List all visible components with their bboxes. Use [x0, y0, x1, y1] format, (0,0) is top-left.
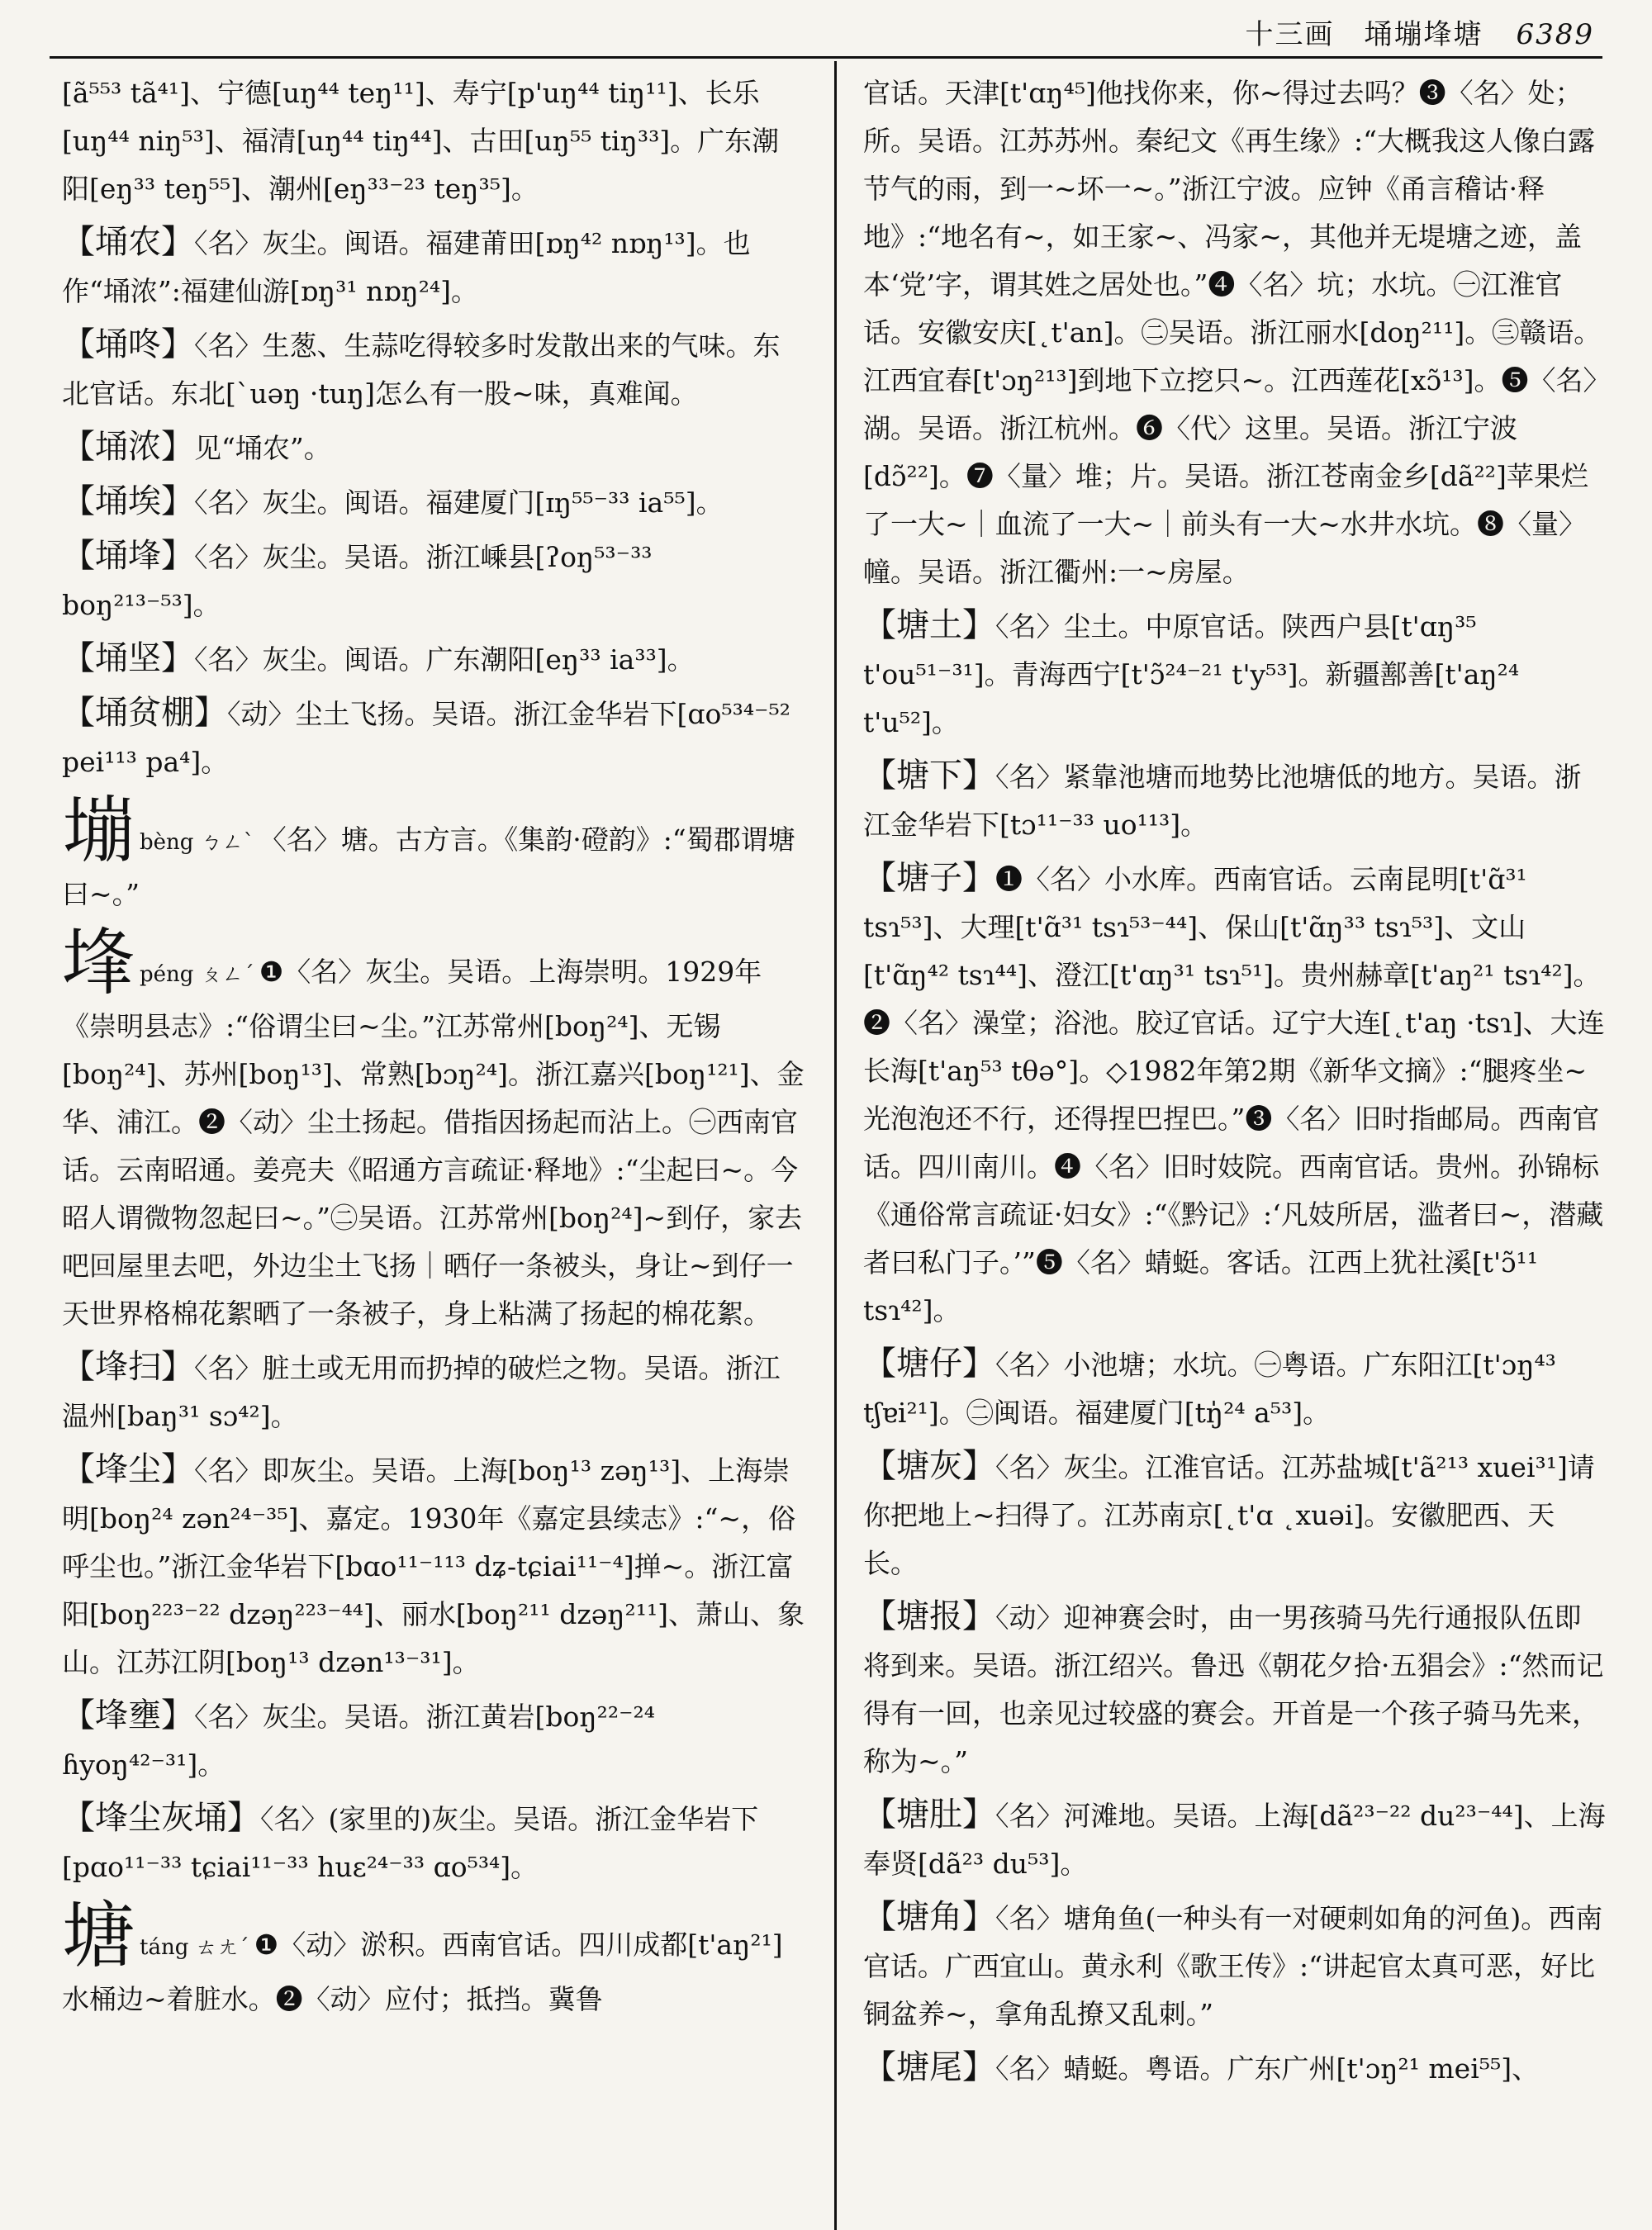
entry-pinyin: bèng ㄅㄥˋ — [140, 830, 254, 855]
entry-headword: 埄 — [62, 920, 135, 1005]
dictionary-entry — [62, 477, 805, 527]
dictionary-entry — [62, 1445, 805, 1687]
dictionary-entry — [62, 1691, 805, 1789]
entry-body: 〈名〉灰尘。闽语。福建莆田[ɒŋ⁴² nɒŋ¹³]。也作“埇浓”:福建仙游[ɒŋ³¹ nɒŋ²⁴]。 — [62, 227, 751, 307]
right-column — [863, 69, 1607, 2217]
entry-headword: 【埇坚】 — [62, 639, 194, 677]
entry-headword: 塴 — [62, 788, 135, 873]
entry-headword: 【塘报】 — [863, 1597, 995, 1635]
entry-body: 〈名〉小池塘；水坑。㊀粤语。广东阳江[t'ɔŋ⁴³ tʃɐi²¹]。㊁闽语。福建厦门[tŋ̍²⁴ a⁵³]。 — [863, 1349, 1556, 1429]
dictionary-entry — [62, 320, 805, 418]
dictionary-entry — [62, 423, 805, 472]
entry-body: 〈名〉即灰尘。吴语。上海[boŋ¹³ zəŋ¹³]、上海崇明[boŋ²⁴ zən²⁴⁻³⁵]、嘉定。1930年《嘉定县续志》:“~，俗呼尘也。”浙江金华岩下[bɑo¹¹⁻¹¹³ dʑ-tɕiai¹¹⁻⁴]掸~。浙江富阳[boŋ²²³⁻²² dzəŋ²²³⁻⁴⁴]、丽水[boŋ²¹¹ dzəŋ²¹¹]、萧山、象山。江苏江阴[boŋ¹³ dzən¹³⁻³¹]。 — [62, 1454, 805, 1678]
entry-body: 〈名〉紧靠池塘而地势比池塘低的地方。吴语。浙江金华岩下[tɔ¹¹⁻³³ uo¹¹³]。 — [863, 761, 1582, 841]
dictionary-entry — [863, 1592, 1607, 1786]
entry-body: 〈名〉灰尘。江淮官话。江苏盐城[t'ã²¹³ xuei³¹]请你把地上~扫得了。江苏南京[˛t'ɑ ˛xuəi]。安徽肥西、天长。 — [863, 1451, 1595, 1579]
dictionary-entry — [62, 1343, 805, 1440]
entry-headword: 【埄扫】 — [62, 1348, 194, 1386]
entry-headword: 【埄壅】 — [62, 1696, 194, 1734]
header-text — [1245, 12, 1594, 52]
entry-body: 〈名〉尘土。中原官话。陕西户县[t'ɑŋ³⁵ t'ou⁵¹⁻³¹]。青海西宁[t'ɔ̃²⁴⁻²¹ t'y⁵³]。新疆鄯善[t'aŋ²⁴ t'u⁵²]。 — [863, 610, 1520, 738]
entry-body: 〈名〉生葱、生蒜吃得较多时发散出来的气味。东北官话。东北[ˋuəŋ ·tuŋ]怎么有一股~味，真难闻。 — [62, 330, 781, 410]
entry-body: 〈名〉灰尘。闽语。福建厦门[ɪŋ⁵⁵⁻³³ ia⁵⁵]。 — [194, 486, 724, 519]
dictionary-entry — [863, 1442, 1607, 1587]
entry-headword: 【埇埄】 — [62, 537, 194, 575]
entry-body: ❶〈动〉淤积。西南官话。四川成都[t'aŋ²¹]水桶边~着脏水。❷〈动〉应付；抵挡。冀鲁 — [62, 1929, 783, 2015]
entry-headword: 【塘灰】 — [863, 1447, 995, 1485]
dictionary-entry — [62, 1794, 805, 1891]
entry-headword: 【埇农】 — [62, 223, 194, 261]
entry-headword: 【埄尘】 — [62, 1450, 194, 1488]
entry-body: 〈名〉蜻蜓。粤语。广东广州[t'ɔŋ²¹ mei⁵⁵]、 — [995, 2052, 1540, 2085]
dictionary-entry — [863, 1791, 1607, 1888]
dictionary-entry — [62, 218, 805, 316]
entry-headword: 【埄尘灰埇】 — [62, 1799, 260, 1837]
header-title: 十三画 埇塴埄塘 — [1245, 18, 1483, 51]
dictionary-entry — [62, 1893, 805, 2024]
entry-pinyin: péng ㄆㄥˊ — [140, 962, 254, 987]
dictionary-entry — [62, 788, 805, 918]
entry-body: 〈名〉(家里的)灰尘。吴语。浙江金华岩下[pɑo¹¹⁻³³ tɕiai¹¹⁻³³ huɛ²⁴⁻³³ ɑo⁵³⁴]。 — [62, 1803, 759, 1883]
entry-body: [ã⁵⁵³ tã⁴¹]、宁德[uŋ⁴⁴ teŋ¹¹]、寿宁[p'uŋ⁴⁴ tiŋ¹¹]、长乐[uŋ⁴⁴ niŋ⁵³]、福清[uŋ⁴⁴ tiŋ⁴⁴]、古田[uŋ⁵⁵ tiŋ³³]。广东潮阳[eŋ³³ teŋ⁵⁵]、潮州[eŋ³³⁻²³ teŋ³⁵]。 — [62, 77, 780, 205]
dictionary-entry — [863, 854, 1607, 1335]
entry-body: 〈名〉灰尘。吴语。浙江黄岩[boŋ²²⁻²⁴ ɦyoŋ⁴²⁻³¹]。 — [62, 1701, 655, 1781]
page-number: 6389 — [1516, 18, 1594, 51]
entry-body: ❶〈名〉灰尘。吴语。上海崇明。1929年《崇明县志》:“俗谓尘曰~尘。”江苏常州[boŋ²⁴]、无锡[boŋ²⁴]、苏州[boŋ¹³]、常熟[bɔŋ²⁴]。浙江嘉兴[boŋ¹²¹]、金华、浦江。❷〈动〉尘土扬起。借指因扬起而沾上。㊀西南官话。云南昭通。姜亮夫《昭通方言疏证·释地》:“尘起曰~。今昭人谓微物忽起曰~。”㊁吴语。江苏常州[boŋ²⁴]~到仔，家去吧回屋里去吧，外边尘土飞扬｜晒仔一条被头，身让~到仔一天世界格棉花絮晒了一条被子，身上粘满了扬起的棉花絮。 — [62, 956, 805, 1330]
entry-headword: 【埇贫棚】 — [62, 694, 227, 732]
dictionary-entry — [863, 1340, 1607, 1437]
entry-headword: 【塘仔】 — [863, 1345, 995, 1383]
dictionary-entry — [863, 752, 1607, 849]
entry-headword: 【塘角】 — [863, 1898, 995, 1936]
entry-body: 〈名〉灰尘。吴语。浙江嵊县[ʔoŋ⁵³⁻³³ boŋ²¹³⁻⁵³]。 — [62, 541, 653, 621]
dictionary-entry — [863, 2043, 1607, 2093]
entry-body: 官话。天津[t'ɑŋ⁴⁵]他找你来，你~得过去吗？❸〈名〉处；所。吴语。江苏苏州。秦纪文《再生缘》:“大概我这人像白露节气的雨，到一~坏一~。”浙江宁波。应钟《甬言稽诂·释地》:“地名有~，如王家~、冯家~，其他并无堤塘之迹，盖本‘党’字，谓其姓之居处也。”❹〈名〉坑；水坑。㊀江淮官话。安徽安庆[˛t'an]。㊁吴语。浙江丽水[doŋ²¹¹]。㊂赣语。江西宜春[t'ɔŋ²¹³]到地下立挖只~。江西莲花[xɔ̃¹³]。❺〈名〉湖。吴语。浙江杭州。❻〈代〉这里。吴语。浙江宁波[dɔ̃²²]。❼〈量〉堆；片。吴语。浙江苍南金乡[dã²²]苹果烂了一大~｜血流了一大~｜前头有一大~水井水坑。❽〈量〉幢。吴语。浙江衢州:一~房屋。 — [863, 77, 1602, 588]
dictionary-entry — [863, 69, 1607, 596]
entry-body: 〈动〉迎神赛会时，由一男孩骑马先行通报队伍即将到来。吴语。浙江绍兴。鲁迅《朝花夕拾·五猖会》:“然而记得有一回，也亲见过较盛的赛会。开首是一个孩子骑马先来，称为~。” — [863, 1601, 1604, 1777]
entry-headword: 【塘下】 — [863, 757, 995, 795]
left-column — [62, 69, 805, 2217]
dictionary-entry — [62, 532, 805, 629]
entry-body: 〈名〉河滩地。吴语。上海[dã²³⁻²² du²³⁻⁴⁴]、上海奉贤[dã²³ du⁵³]。 — [863, 1800, 1606, 1880]
entry-headword: 【塘土】 — [863, 606, 995, 644]
entry-body: 〈名〉塘角鱼(一种头有一对硬刺如角的河鱼)。西南官话。广西宜山。黄永利《歌王传》:“讲起官太真可恶，好比铜盆养~，拿角乱撩又乱刺。” — [863, 1902, 1603, 2030]
entry-headword: 【埇咚】 — [62, 325, 194, 363]
dictionary-entry — [62, 634, 805, 684]
dictionary-entry — [62, 920, 805, 1338]
entry-headword: 【埇浓】 — [62, 428, 194, 466]
entry-body: 〈名〉脏土或无用而扔掉的破烂之物。吴语。浙江温州[baŋ³¹ sɔ⁴²]。 — [62, 1352, 781, 1432]
dictionary-entry — [863, 601, 1607, 747]
entry-headword: 【塘肚】 — [863, 1796, 995, 1834]
dictionary-entry — [62, 689, 805, 786]
entry-body: 见“埇农”。 — [194, 432, 331, 464]
entry-headword: 【塘子】 — [863, 859, 995, 897]
column-divider — [834, 61, 837, 2230]
entry-body: ❶〈名〉小水库。西南官话。云南昆明[t'ɑ̃³¹ tsɿ⁵³]、大理[t'ɑ̃³¹ tsɿ⁵³⁻⁴⁴]、保山[t'ɑ̃ŋ³³ tsɿ⁵³]、文山[t'ɑ̃ŋ⁴² tsɿ⁴⁴]、澄江[t'ɑŋ³¹ tsɿ⁵¹]。贵州赫章[t'aŋ²¹ tsɿ⁴²]。❷〈名〉澡堂；浴池。胶辽官话。辽宁大连[˛t'aŋ ·tsɿ]、大连长海[t'aŋ⁵³ tθə°]。◇1982年第2期《新华文摘》:“腿疼坐~光泡泡还不行，还得捏巴捏巴。”❸〈名〉旧时指邮局。西南官话。四川南川。❹〈名〉旧时妓院。西南官话。贵州。孙锦标《通俗常言疏证·妇女》:“《黔记》:‘凡妓所居，滥者曰~，潜藏者曰私门子。’”❺〈名〉蜻蜓。客话。江西上犹社溪[t'ɔ̃¹¹ tsɿ⁴²]。 — [863, 863, 1605, 1326]
entry-body: 〈名〉塘。古方言。《集韵·磴韵》:“蜀郡谓塘曰~。” — [62, 823, 795, 910]
entry-pinyin: táng ㄊㄤˊ — [140, 1935, 249, 1960]
entry-body: 〈动〉尘土飞扬。吴语。浙江金华岩下[ɑo⁵³⁴⁻⁵² pei¹¹³ pa⁴]。 — [62, 698, 790, 778]
header-rule — [50, 56, 1602, 59]
page-header — [0, 0, 1652, 58]
dictionary-entry — [863, 1893, 1607, 2038]
entry-headword: 【塘尾】 — [863, 2048, 995, 2086]
entry-headword: 塘 — [62, 1893, 135, 1978]
dictionary-entry — [62, 69, 805, 213]
entry-headword: 【埇埃】 — [62, 482, 194, 520]
entry-body: 〈名〉灰尘。闽语。广东潮阳[eŋ³³ ia³³]。 — [194, 643, 695, 676]
